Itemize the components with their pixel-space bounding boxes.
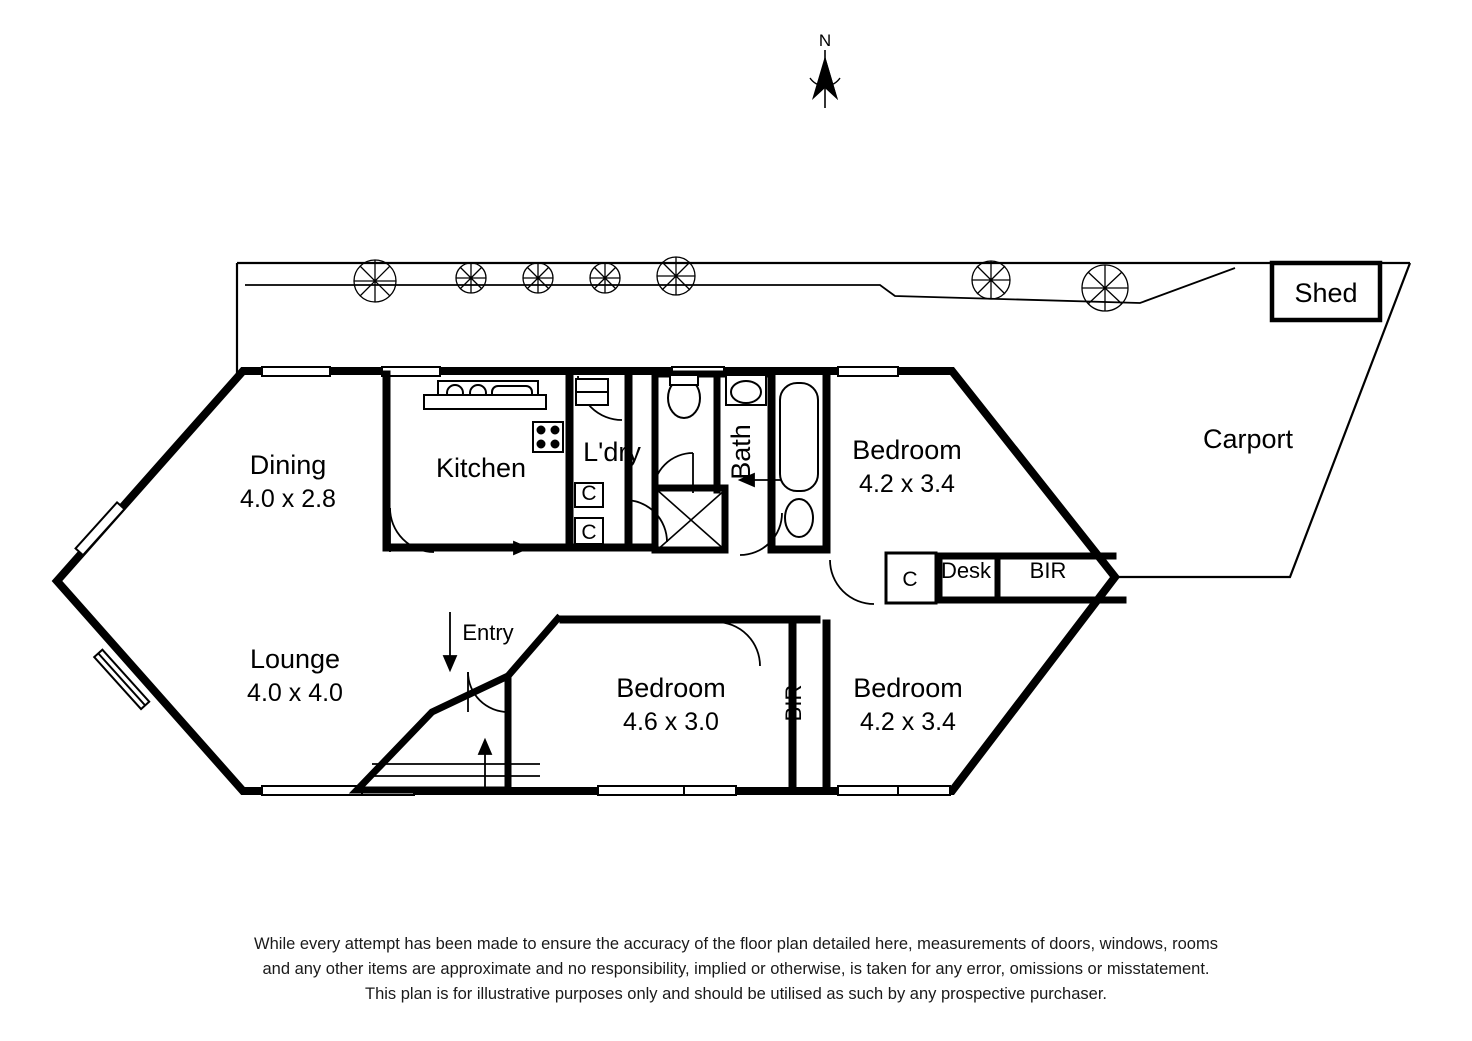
cupboard-b-label: C xyxy=(581,521,597,544)
disclaimer-text xyxy=(0,932,1472,1007)
shed-label: Shed xyxy=(1294,278,1358,308)
lounge-label: Lounge xyxy=(249,644,341,674)
desk-label: Desk xyxy=(940,558,992,583)
dining-dimensions: 4.0 x 2.8 xyxy=(240,485,336,513)
entry-label: Entry xyxy=(462,620,514,645)
carport-label: Carport xyxy=(1202,424,1294,454)
laundry-label: L'dry xyxy=(583,437,641,467)
cupboard-c-label: C xyxy=(902,568,918,591)
dining-label: Dining xyxy=(249,450,327,480)
disclaimer-line-2: and any other items are approximate and no responsibility, implied or otherwise, is taken for any error, omissions or misstatement. xyxy=(262,960,1210,978)
disclaimer-line-3: This plan is for illustrative purposes only and should be utilised as such by any prospective purchaser. xyxy=(365,985,1107,1003)
lounge-dimensions: 4.0 x 4.0 xyxy=(247,679,343,707)
disclaimer-line-1: While every attempt has been made to ensure the accuracy of the floor plan detailed here, measurements of doors, windows, rooms xyxy=(254,935,1218,953)
kitchen-label: Kitchen xyxy=(435,453,527,483)
bir-top-label: BIR xyxy=(1029,558,1067,583)
bedroom2-label: Bedroom xyxy=(616,673,726,703)
bedroom1-label: Bedroom xyxy=(852,435,962,465)
compass-icon xyxy=(810,50,840,108)
bath-label: Bath xyxy=(726,424,756,480)
bir-mid-label: BIR xyxy=(781,684,806,722)
cupboard-a-label: C xyxy=(581,482,597,505)
shrub-icons xyxy=(354,257,1128,311)
compass-north-label: N xyxy=(818,31,832,50)
bedroom3-label: Bedroom xyxy=(853,673,963,703)
bedroom2-dimensions: 4.6 x 3.0 xyxy=(623,708,719,736)
bedroom3-dimensions: 4.2 x 3.4 xyxy=(860,708,956,736)
bedroom1-dimensions: 4.2 x 3.4 xyxy=(859,470,955,498)
